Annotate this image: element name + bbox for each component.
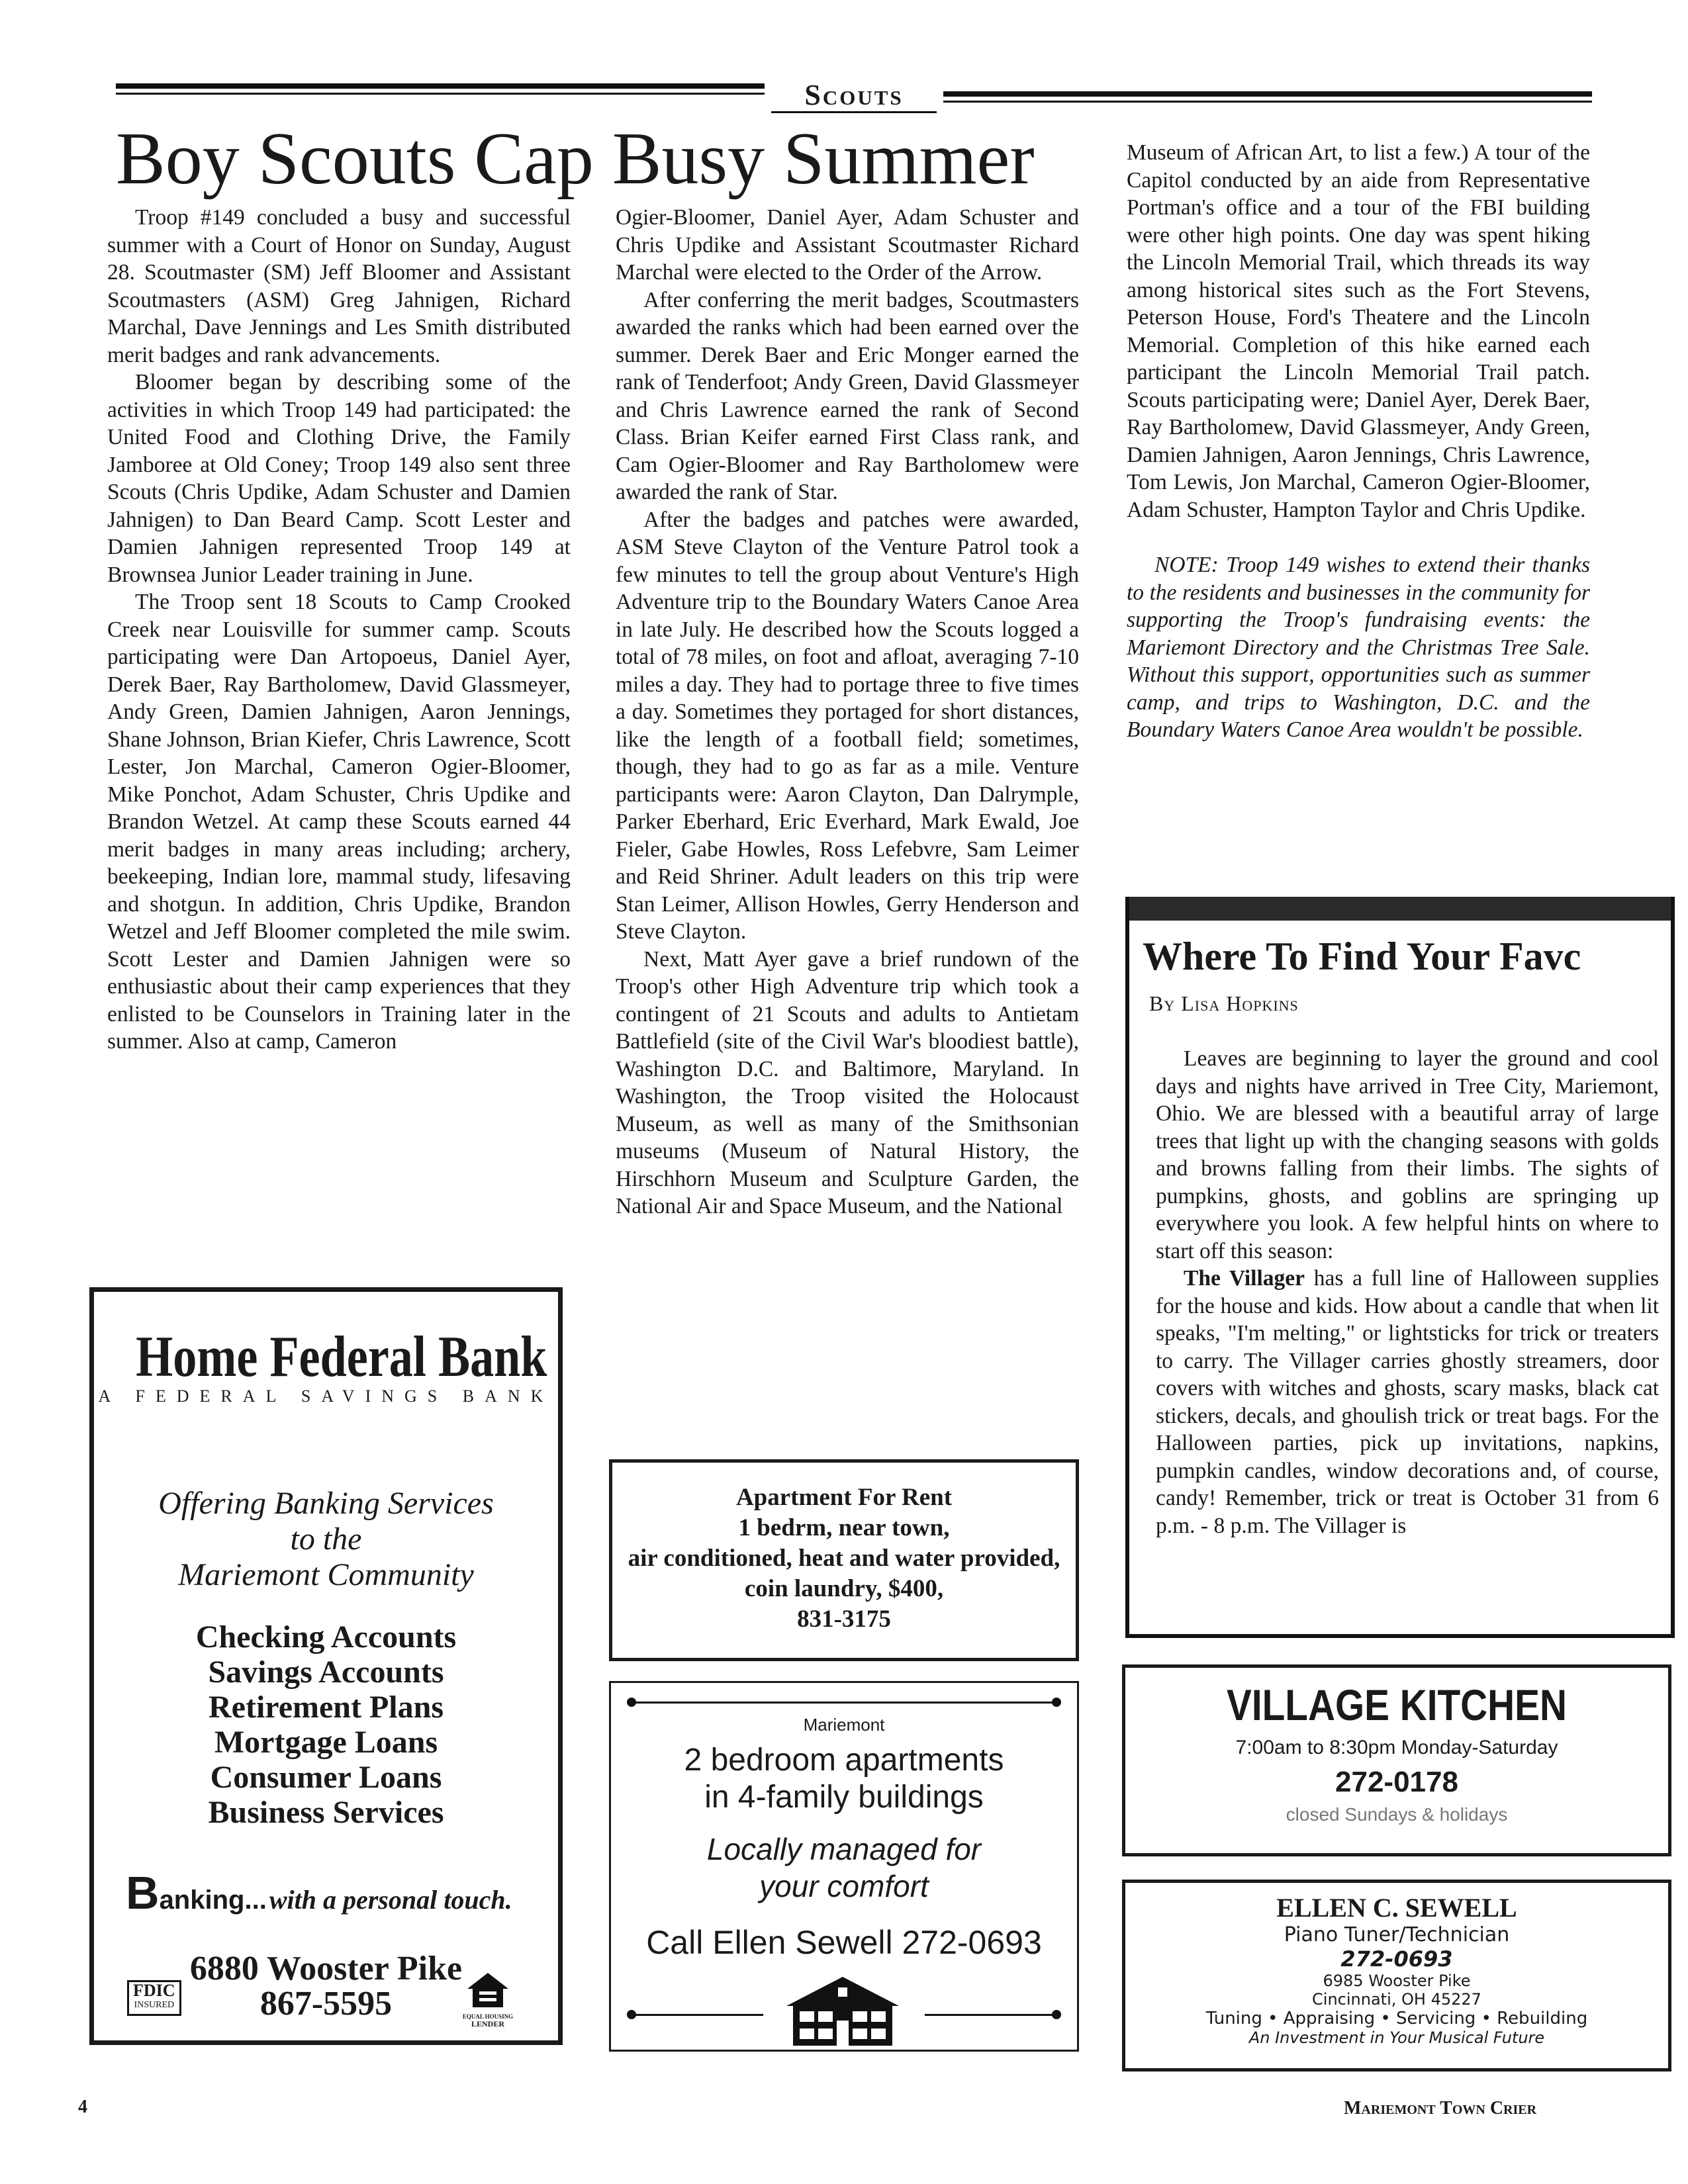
article-paragraph: Ogier-Bloomer, Daniel Ayer, Adam Schuster and Chris Updike and Assistant Scoutmaster Richard Marchal were elected to the Order of the Arrow. [616,205,1079,285]
bank-address: 6880 Wooster Pike [189,1950,463,1987]
bank-slogan-script: with a personal touch. [269,1885,512,1915]
feature-villager-lead: The Villager [1184,1266,1305,1291]
rent-title: Apartment For Rent [735,1484,953,1511]
house-icon [465,1970,511,2010]
rent-ad [609,1459,1079,1661]
piano-address-1: 6985 Wooster Pike [1323,1972,1471,1990]
header-rule-right-thin [943,101,1592,103]
bank-slogan-anking: anking... [159,1886,267,1915]
piano-name: ELLEN C. SEWELL [1276,1893,1517,1923]
feature-title: Where To Find Your Favc [1143,934,1581,978]
feature-byline: By Lisa Hopkins [1149,991,1299,1015]
article-paragraph: After the badges and patches were awarded, ASM Steve Clayton of the Venture Patrol took a few minutes to tell the group about Venture's High Adventure trip to the Boundary Waters Canoe Area in late July. He described how the Scouts logged a total of 78 miles, on foot and afloat, averaging 7-10 miles a day. They had to portage three to five times a day. Sometimes they portaged for short distances, like the length of a football field; sometimes, though, they had to go as far as a mile. Venture participants were: Aaron Clayton, Dan Dalrymple, Parker Eberhard, Eric Everhard, Mark Ewald, Joe Fieler, Gabe Howles, Ross Lefebvre, Sam Leimer and Reid Shriner. Adult leaders on this trip were Stan Leimer, Allison Howles, Gerry Henderson and Steve Clayton. [616,507,1079,944]
header-rule-left [116,83,765,89]
kitchen-phone: 272-0178 [1335,1766,1458,1798]
piano-ad [1122,1880,1671,2071]
bank-ad [89,1287,563,2045]
page-number: 4 [78,2097,87,2117]
apartments-line-1: 2 bedroom apartments [684,1743,1004,1778]
kitchen-name: VILLAGE KITCHEN [1226,1680,1568,1729]
apartments-line-4: your comfort [759,1869,929,1903]
ad-rule-dot [627,2010,636,2019]
article-note: NOTE: Troop 149 wishes to extend their thanks to the residents and businesses in the community for supporting the Troop's fundraising events: the Mariemont Directory and the Christmas Tree Sale. Without this support, opportunities such as summer camp, and trips to Washington, D.C. and the Boundary Waters Canoe Area wouldn't be possible. [1127,553,1590,742]
bank-service: Business Services [208,1795,444,1830]
article-paragraph: After conferring the merit badges, Scoutmasters awarded the ranks which had been earned over the summer. Derek Baer and Eric Monger earned the rank of Tenderfoot; Andy Green, David Glassmeyer and Chris Lawrence earned the rank of Second Class. Brian Keifer earned First Class rank, and Cam Ogier-Bloomer and Ray Bartholomew were awarded the rank of Star. [616,287,1079,504]
bank-slogan [126,1866,558,1919]
feature-body [1156,1045,1659,1539]
feature-box [1125,897,1675,1638]
ad-rule-dot [627,1698,636,1707]
article-paragraph: The Troop sent 18 Scouts to Camp Crooked Creek near Louisville for summer camp. Scouts participating were Dan Artopoeus, Daniel Ayer, Derek Baer, Ray Bartholomew, David Glassmeyer, Andy Green, Damien Jahnigen, Aaron Jennings, Shane Johnson, Brian Kiefer, Chris Lawrence, Scott Lester, Jon Marchal, Cameron Ogier-Bloomer, Mike Ponchot, Adam Schuster, Chris Updike and Brandon Wetzel. At camp these Scouts earned 44 merit badges in many areas including; archery, beekeeping, Indian lore, mammal study, lifesaving and shotgun. In addition, Chris Updike, Brandon Wetzel and Jeff Bloomer completed the mile swim. Scott Lester and Damien Jahnigen were so enthusiastic about their camp experiences that they enlisted to be Counselors in Training later in the summer. Also at camp, Cameron [107,590,571,1054]
fdic-insured-text: INSURED [134,2000,175,2010]
bank-service: Checking Accounts [195,1619,457,1655]
article-column-1 [107,204,571,1056]
kitchen-ad [1122,1664,1671,1856]
rent-line-2: air conditioned, heat and water provided, [628,1545,1060,1572]
bank-service: Consumer Loans [210,1760,442,1795]
article-column-3 [1127,139,1590,744]
piano-tagline: An Investment in Your Musical Future [1248,2028,1545,2047]
bank-service: Mortgage Loans [214,1725,438,1760]
piano-title: Piano Tuner/Technician [1284,1923,1510,1946]
apartments-line-3: Locally managed for [706,1832,982,1866]
feature-paragraph-2-text: has a full line of Halloween supplies for the house and kids. How about a candle that when lit speaks, "I'm melting," or lightsticks for trick or treaters to carry. The Villager carries ghostly streamers, door covers with witches and ghosts, scary masks, black cat stickers, decals, and ghoulish trick or treat bags. For the Halloween parties, pick up invitations, napkins, pumpkin candles, window decorations and, of course, candy! Remember, trick or treat is October 31 from 6 p.m. - 8 p.m. The Villager is [1156,1266,1659,1538]
publication-name: Mariemont Town Crier [1344,2098,1537,2118]
fdic-logo [127,1980,181,2016]
headline: Boy Scouts Cap Busy Summer [116,118,1035,200]
bank-service: Savings Accounts [208,1655,444,1690]
rent-line-1: 1 bedrm, near town, [738,1514,950,1541]
apartments-line-2: in 4-family buildings [704,1780,984,1815]
article-column-2 [616,204,1079,1220]
bank-subtitle: A FEDERAL SAVINGS BANK [98,1387,554,1406]
apartment-building-icon [760,1974,925,2047]
apartments-place: Mariemont [803,1715,885,1735]
rent-line-3: coin laundry, $400, [744,1575,944,1602]
kitchen-closed: closed Sundays & holidays [1286,1804,1508,1825]
piano-services: Tuning • Appraising • Servicing • Rebuilding [1205,2009,1588,2028]
bank-offer-2: to the [290,1522,362,1557]
ad-rule-top [631,1702,1057,1704]
rent-phone: 831-3175 [797,1606,891,1633]
bank-phone: 867-5595 [259,1985,393,2023]
piano-phone: 272-0693 [1340,1946,1453,1972]
article-paragraph: Next, Matt Ayer gave a brief rundown of the Troop's other High Adventure trip which took a contingent of 21 Scouts and adults to Antietam Battlefield (site of the Civil War's bloodiest battle), Washington D.C. and Baltimore, Maryland. In Washington, the Troop visited the Holocaust Museum, as well as many of the Smithsonian museums (Museum of Natural History, the Hirschhorn Museum and Sculpture Garden, the National Air and Space Museum, and the National [616,946,1079,1218]
bank-services [94,1619,558,1830]
bank-service: Retirement Plans [208,1690,444,1725]
ad-rule-dot [1052,2010,1061,2019]
header-rule-right [943,91,1592,97]
lender-line-1: EQUAL HOUSING [462,2013,514,2020]
apartments-ad [609,1681,1079,2052]
lender-line-2: LENDER [471,2019,504,2028]
section-label-underline [771,111,937,113]
apartments-call: Call Ellen Sewell 272-0693 [646,1924,1042,1961]
article-paragraph: Bloomer began by describing some of the activities in which Troop 149 had participated: the United Food and Clothing Drive, the Family Jamboree at Old Coney; Troop 149 also sent three Scouts (Chris Updike, Adam Schuster and Damien Jahnigen) to Dan Beard Camp. Scott Lester and Damien Jahnigen represented Troop 149 at Brownsea Junior Leader training in June. [107,370,571,587]
piano-address-2: Cincinnati, OH 45227 [1312,1990,1481,2009]
bank-slogan-b: B [126,1867,160,1919]
article-paragraph: Troop #149 concluded a busy and successful summer with a Court of Honor on Sunday, August 28. Scoutmaster (SM) Jeff Bloomer and Assistant Scoutmasters (ASM) Greg Jahnigen, Richard Marchal, Dave Jennings and Les Smith distributed merit badges and rank advancements. [107,205,571,367]
ad-rule-bottom-left [631,2014,763,2016]
kitchen-hours: 7:00am to 8:30pm Monday-Saturday [1235,1737,1558,1758]
bank-offer-1: Offering Banking Services [158,1486,494,1521]
header-rule-left-thin [116,93,765,95]
feature-paragraph-1: Leaves are beginning to layer the ground and cool days and nights have arrived in Tree City, Mariemont, Ohio. We are blessed with a beautiful array of large trees that light up with the changing seasons with golds and browns falling from their limbs. The sights of pumpkins, ghosts, and goblins are springing up everywhere you look. A few helpful hints on where to start off this season: [1156,1046,1659,1263]
ad-rule-dot [1052,1698,1061,1707]
equal-housing-lender-icon [451,1970,524,2028]
ad-rule-bottom-right [925,2014,1057,2016]
feature-top-bar [1129,897,1671,921]
section-label: Scouts [804,79,904,111]
fdic-text: FDIC [133,1981,175,2000]
feature-paragraph-2 [1156,1265,1659,1539]
bank-name: Home Federal Bank [136,1325,547,1389]
bank-offer-3: Mariemont Community [178,1557,474,1592]
article-paragraph: Museum of African Art, to list a few.) A tour of the Capitol conducted by an aide from Representative Portman's office and a tour of the FBI building were other high points. One day was spent hiking the Lincoln Memorial Trail, which threads its way among historical sites such as the Fort Stevens, Peterson House, Ford's Theatere and the Lincoln Memorial. Completion of this hike earned each participant the Lincoln Memorial Trail patch. Scouts participating were; Daniel Ayer, Derek Baer, Ray Bartholomew, David Glassmeyer, Andy Green, Damien Jahnigen, Aaron Jennings, Chris Lawrence, Tom Lewis, Jon Marchal, Cameron Ogier-Bloomer, Adam Schuster, Hampton Taylor and Chris Updike. [1127,140,1590,522]
